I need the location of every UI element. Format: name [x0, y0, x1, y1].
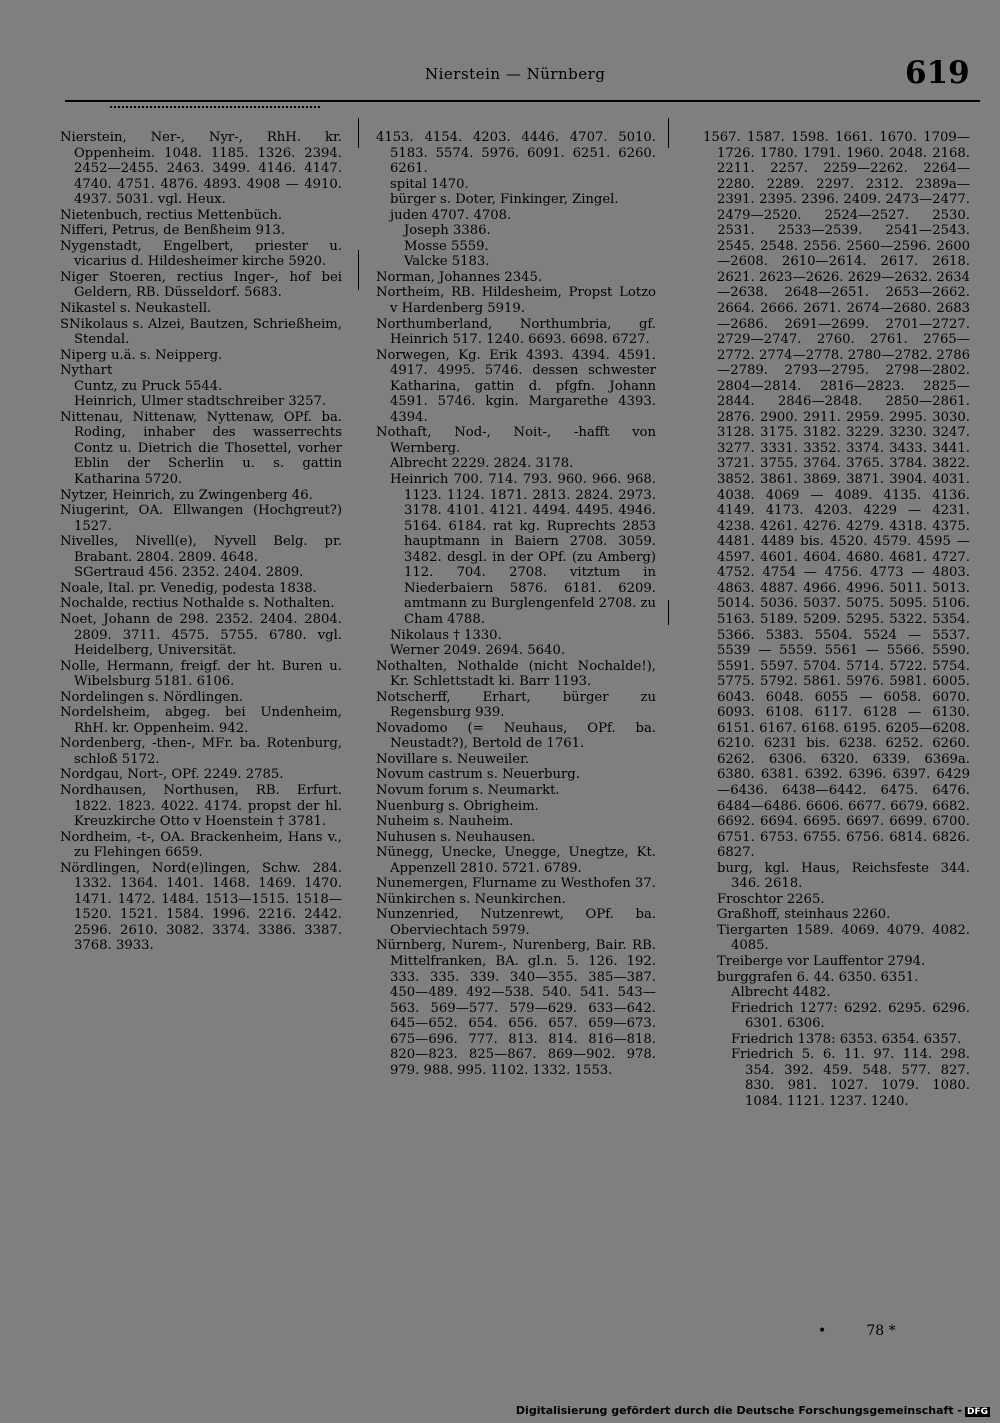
index-entry: bürger s. Doter, Finkinger, Zingel.: [390, 192, 619, 208]
page-number: 619: [905, 55, 970, 91]
digitization-footer: [516, 1404, 990, 1417]
index-entry: Nuhusen s. Neuhausen.: [376, 829, 536, 845]
index-entry: Noet, Johann de 298. 2352. 2404. 2804. 2809. 3711. 4575. 5755. 6780. vgl. Heidelberg, Universität.: [60, 611, 342, 659]
index-entry: Cuntz, zu Pruck 5544.: [74, 378, 223, 394]
index-entry: Joseph 3386.: [404, 223, 491, 239]
index-entry: Nochalde, rectius Nothalde s. Nothalten.: [60, 596, 335, 612]
index-entry: Nuenburg s. Obrigheim.: [376, 798, 539, 814]
index-entry: Heinrich 700. 714. 793. 960. 966. 968. 1123. 1124. 1871. 2813. 2824. 2973. 3178. 4101. 4121. 4494. 4495. 4946. 5164. 6184. rat kg. Ruprechts 2853 hauptmann in Baiern 2708. 3059. 3482. desgl. in der OPf. (zu Amberg) 112. 704. 2708. vitztum in Niederbaiern 5876. 6181. 6209. amtmann zu Burglengenfeld 2708. zu Cham 4788.: [390, 472, 656, 627]
index-entry: Noale, Ital. pr. Venedig, podesta 1838.: [60, 580, 317, 596]
index-entry: juden 4707. 4708.: [390, 207, 512, 223]
index-entry: Albrecht 4482.: [731, 985, 831, 1001]
column-separator: [358, 250, 359, 290]
index-entry: Nordgau, Nort-, OPf. 2249. 2785.: [60, 767, 284, 783]
index-entry: Nolle, Hermann, freigf. der ht. Buren u. Wibelsburg 5181. 6106.: [60, 658, 342, 690]
index-entry: Nunemergen, Flurname zu Westhofen 37.: [376, 876, 656, 892]
index-entry: Werner 2049. 2694. 5640.: [390, 643, 566, 659]
index-entry: Novillare s. Neuweiler.: [376, 751, 530, 767]
index-entry: Nikastel s. Neukastell.: [60, 301, 212, 317]
index-entry: Friedrich 1277: 6292. 6295. 6296. 6301. 6306.: [731, 1000, 970, 1032]
index-entry: Nürnberg, Nurem-, Nurenberg, Bair. RB. Mittelfranken, BA. gl.n. 5. 126. 192. 333. 335. 339. 340—355. 385—387. 450—489. 492—538. 540. 541. 543—563. 569—577. 579—629. 633—642. 645—652. 654. 656. 657. 659—673. 675—696. 777. 813. 814. 816—818. 820—823. 825—867. 869—902. 978. 979. 988. 995. 1102. 1332. 1553.: [376, 938, 656, 1078]
header-rule: [65, 100, 980, 102]
index-entry: Tiergarten 1589. 4069. 4079. 4082. 4085.: [717, 922, 970, 954]
index-entry: Nikolaus † 1330.: [390, 627, 502, 643]
index-entry: Nordelingen s. Nördlingen.: [60, 689, 244, 705]
index-entry: Nothalten, Nothalde (nicht Nochalde!), Kr. Schlettstadt ki. Barr 1193.: [376, 658, 656, 690]
index-entry: Albrecht 2229. 2824. 3178.: [390, 456, 574, 472]
column-separator: [668, 600, 669, 625]
index-entry: Norwegen, Kg. Erik 4393. 4394. 4591. 4917. 4995. 5746. dessen schwester Katharina, gattin d. pfgfn. Johann 4591. 5746. kgin. Margarethe 4393. 4394.: [376, 347, 656, 425]
index-entry: Nierstein, Ner-, Nyr-, RhH. kr. Oppenheim. 1048. 1185. 1326. 2394. 2452—2455. 2463. 3499. 4146. 4147. 4740. 4751. 4876. 4893. 4908 — 4910. 4937. 5031. vgl. Heux.: [60, 130, 342, 208]
index-entry: burg, kgl. Haus, Reichsfeste 344. 346. 2618.: [717, 860, 970, 892]
index-entry: Novum castrum s. Neuerburg.: [376, 767, 580, 783]
header-dotted-rule: [110, 106, 320, 108]
index-entry: Nordelsheim, abgeg. bei Undenheim, RhH. kr. Oppenheim. 942.: [60, 705, 342, 736]
index-entry: Nordheim, -t-, OA. Brackenheim, Hans v., zu Flehingen 6659.: [60, 829, 342, 861]
index-entry: Nünegg, Unecke, Unegge, Unegtze, Kt. Appenzell 2810. 5721. 6789.: [376, 845, 656, 876]
index-entry: Notscherff, Erhart, bürger zu Regensburg 939.: [376, 689, 656, 721]
index-entry: Froschtor 2265.: [717, 891, 825, 907]
index-column-2: [376, 130, 656, 1078]
running-header: [0, 55, 1000, 95]
index-entry: Nythart: [60, 363, 113, 379]
index-entry: Nytzer, Heinrich, zu Zwingenberg 46.: [60, 487, 313, 503]
dfg-logo: DFG: [966, 1407, 988, 1417]
index-column-1: [60, 130, 342, 954]
index-entry: Nothaft, Nod-, Noit-, -hafft von Wernberg.: [376, 425, 656, 456]
index-entry: Nittenau, Nittenaw, Nyttenaw, OPf. ba. Roding, inhaber des wasserrechts Contz u. Dietrich die Thosettel, vorher Eblin der Scherlin u. s. gattin Katharina 5720.: [60, 409, 342, 488]
index-entry: Niperg u.ä. s. Neipperg.: [60, 347, 223, 363]
index-entry: SGertraud 456. 2352. 2404. 2809.: [74, 565, 304, 581]
index-entry: Graßhoff, steinhaus 2260.: [717, 907, 891, 923]
index-entry: spital 1470.: [390, 176, 469, 192]
index-entry: SNikolaus s. Alzei, Bautzen, Schrießheim, Stendal.: [60, 316, 342, 348]
index-entry: Nunzenried, Nutzenrewt, OPf. ba. Oberviechtach 5979.: [376, 907, 656, 938]
index-entry: Friedrich 5. 6. 11. 97. 114. 298. 354. 392. 459. 548. 577. 827. 830. 981. 1027. 1079. 1080. 1084. 1121. 1237. 1240.: [731, 1047, 970, 1109]
index-entry: 1567. 1587. 1598. 1661. 1670. 1709—1726. 1780. 1791. 1960. 2048. 2168. 2211. 2257. 2259—2262. 2264—2280. 2289. 2297. 2312. 2389a—2391. 2395. 2396. 2409. 2473—2477. 2479—2520. 2524—2527. 2530. 2531. 2533—2539. 2541—2543. 2545. 2548. 2556. 2560—2596. 2600—2608. 2610—2614. 2617. 2618. 2621. 2623—2626. 2629—2632. 2634—2638. 2648—2651. 2653—2662. 2664. 2666. 2671. 2674—2680. 2683—2686. 2691—2699. 2701—2727. 2729—2747. 2760. 2761. 2765—2772. 2774—2778. 2780—2782. 2786—2789. 2793—2795. 2798—2802. 2804—2814. 2816—2823. 2825—2844. 2846—2848. 2850—2861. 2876. 2900. 2911. 2959. 2995. 3030. 3128. 3175. 3182. 3229. 3230. 3247. 3277. 3331. 3352. 3374. 3433. 3441. 3721. 3755. 3764. 3765. 3784. 3822. 3852. 3861. 3869. 3871. 3904. 4031. 4038. 4069 — 4089. 4135. 4136. 4149. 4173. 4203. 4229 — 4231. 4238. 4261. 4276. 4279. 4318. 4375. 4481. 4489 bis. 4520. 4579. 4595 — 4597. 4601. 4604. 4680. 4681. 4727. 4752. 4754 — 4756. 4773 — 4803. 4863. 4887. 4966. 4996. 5011. 5013. 5014. 5036. 5037. 5075. 5095. 5106. 5163. 5189. 5209. 5295. 5322. 5354. 5366. 5383. 5504. 5524 — 5537. 5539 — 5559. 5561 — 5566. 5590. 5591. 5597. 5704. 5714. 5722. 5754. 5775. 5792. 5861. 5976. 5981. 6005. 6043. 6048. 6055 — 6058. 6070. 6093. 6108. 6117. 6128 — 6130. 6151. 6167. 6168. 6195. 6205—6208. 6210. 6231 bis. 6238. 6252. 6260. 6262. 6306. 6320. 6339. 6369a. 6380. 6381. 6392. 6396. 6397. 6429—6436. 6438—6442. 6475. 6476. 6484—6486. 6606. 6677. 6679. 6682. 6692. 6694. 6695. 6697. 6699. 6700. 6751. 6753. 6755. 6756. 6814. 6826. 6827.: [703, 130, 970, 861]
index-entry: Valcke 5183.: [404, 254, 490, 270]
index-entry: Nünkirchen s. Neunkirchen.: [376, 891, 566, 907]
index-entry: Niger Stoeren, rectius Inger-, hof bei Geldern, RB. Düsseldorf. 5683.: [60, 269, 342, 301]
index-entry: 4153. 4154. 4203. 4446. 4707. 5010. 5183. 5574. 5976. 6091. 6251. 6260. 6261.: [376, 130, 656, 177]
index-entry: Northeim, RB. Hildesheim, Propst Lotzo v Hardenberg 5919.: [376, 285, 656, 317]
index-entry: Treiberge vor Lauffentor 2794.: [717, 953, 926, 969]
header-title: Nierstein — Nürnberg: [425, 65, 606, 83]
index-entry: Nygenstadt, Engelbert, priester u. vicarius d. Hildesheimer kirche 5920.: [60, 238, 342, 270]
index-entry: Norman, Johannes 2345.: [376, 269, 543, 285]
column-separator: [668, 118, 669, 148]
index-entry: Nietenbuch, rectius Mettenbüch.: [60, 207, 283, 223]
index-entry: Nifferi, Petrus, de Benßheim 913.: [60, 223, 285, 239]
index-entry: Nordhausen, Northusen, RB. Erfurt. 1822. 1823. 4022. 4174. propst der hl. Kreuzkirche Otto v Hoenstein † 3781.: [60, 782, 342, 830]
index-entry: Friedrich 1378: 6353. 6354. 6357.: [731, 1031, 962, 1047]
index-entry: Nördlingen, Nord(e)lingen, Schw. 284. 1332. 1364. 1401. 1468. 1469. 1470. 1471. 1472. 1484. 1513—1515. 1518—1520. 1521. 1584. 1996. 2216. 2442. 2596. 2610. 3082. 3374. 3386. 3387. 3768. 3933.: [60, 860, 342, 954]
index-entry: Niugerint, OA. Ellwangen (Hochgreut?) 1527.: [60, 503, 342, 534]
signature-number: 78: [866, 1323, 885, 1339]
index-entry: Nivelles, Nivell(e), Nyvell Belg. pr. Brabant. 2804. 2809. 4648.: [60, 534, 342, 565]
index-entry: Mosse 5559.: [404, 238, 489, 254]
index-entry: Novum forum s. Neumarkt.: [376, 782, 560, 798]
index-entry: Novadomo (= Neuhaus, OPf. ba. Neustadt?), Bertold de 1761.: [376, 720, 656, 752]
index-entry: burggrafen 6. 44. 6350. 6351.: [717, 969, 919, 985]
index-entry: Heinrich, Ulmer stadtschreiber 3257.: [74, 394, 327, 410]
column-separator: [358, 118, 359, 148]
index-entry: Nordenberg, -then-, MFr. ba. Rotenburg, schloß 5172.: [60, 736, 342, 767]
index-entry: Nuheim s. Nauheim.: [376, 814, 514, 830]
footer-text: Digitalisierung gefördert durch die Deutsche Forschungsgemeinschaft -: [515, 1404, 962, 1417]
index-column-3: [703, 130, 970, 1109]
signature-mark: • 78 *: [818, 1323, 896, 1339]
index-entry: Northumberland, Northumbria, gf. Heinrich 517. 1240. 6693. 6698. 6727.: [376, 316, 656, 348]
